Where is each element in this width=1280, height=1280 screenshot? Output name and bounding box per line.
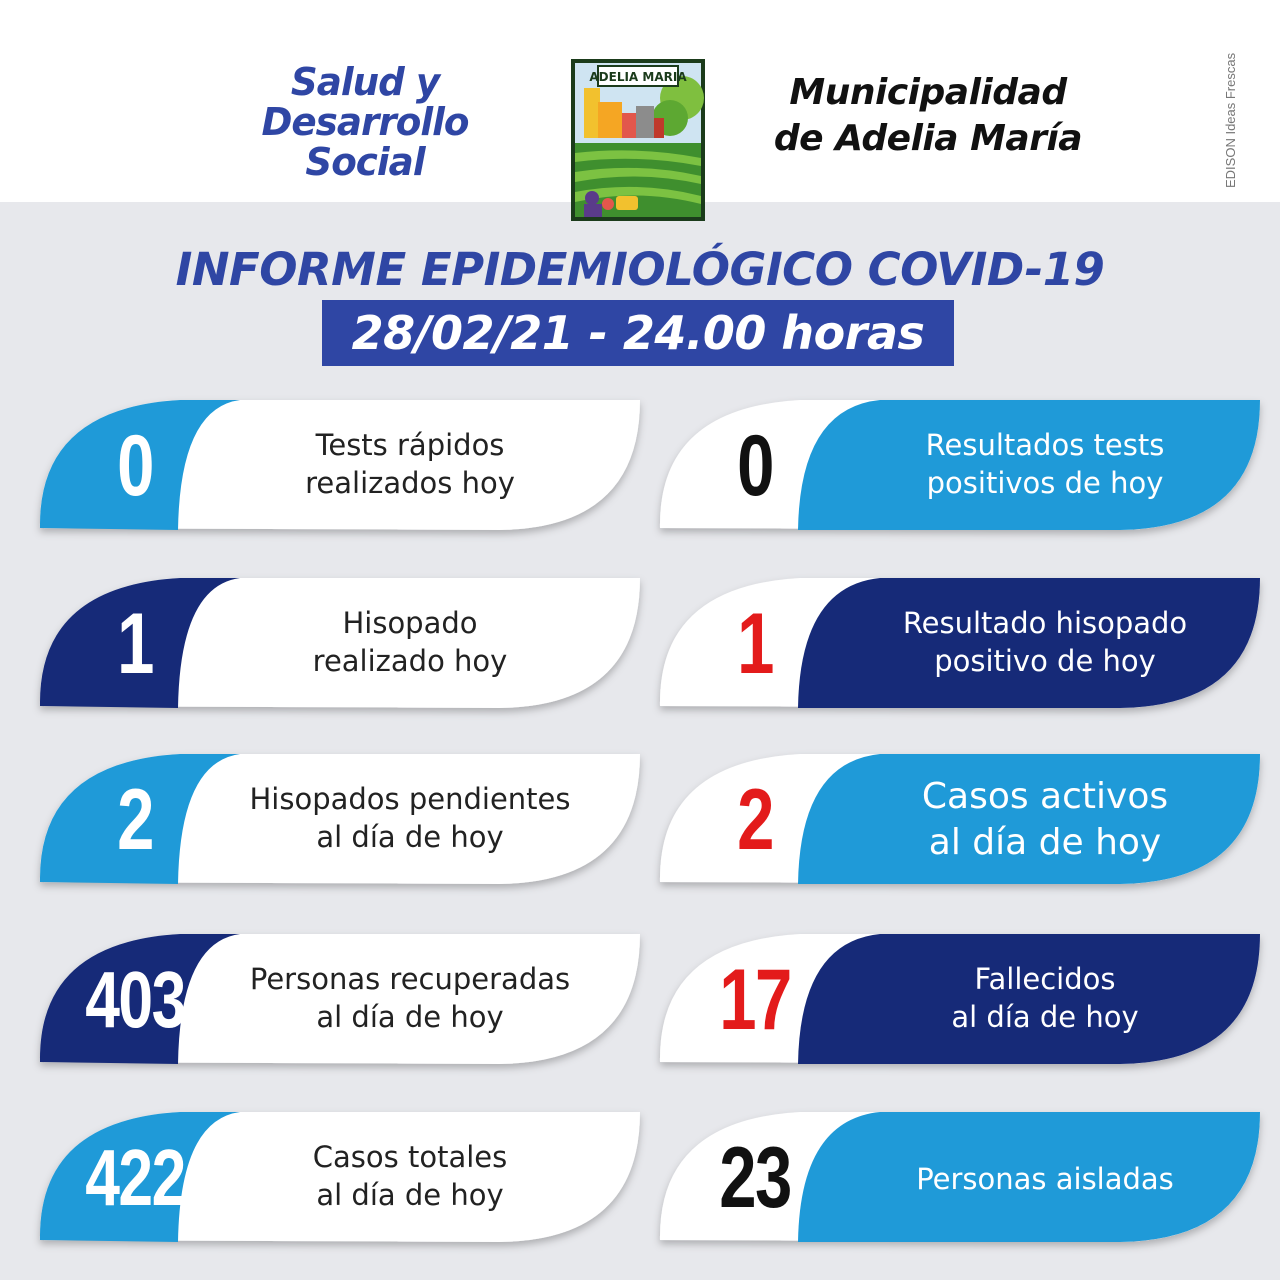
card-hisopado bbox=[40, 576, 640, 716]
municipal-crest-logo bbox=[570, 58, 706, 222]
department-title-line-3: Social bbox=[305, 140, 425, 184]
hisopado-label-line-1: Hisopado bbox=[342, 606, 478, 640]
tests-rapidos-value: 0 bbox=[117, 418, 153, 514]
activos-label bbox=[835, 774, 1255, 866]
totales-label-line-2: al día de hoy bbox=[316, 1178, 504, 1212]
fallecidos-label-line-1: Fallecidos bbox=[974, 962, 1116, 996]
tests-positivos-label bbox=[835, 426, 1255, 502]
activos-label-line-2: al día de hoy bbox=[928, 822, 1162, 863]
report-date-banner bbox=[322, 300, 954, 366]
tests-positivos-label-line-1: Resultados tests bbox=[925, 428, 1165, 462]
card-fallecidos bbox=[660, 932, 1260, 1072]
crest-banner-text: ADELIA MARIA bbox=[589, 70, 687, 84]
hisopado-label-line-2: realizado hoy bbox=[312, 644, 508, 678]
hisopado-label bbox=[200, 604, 620, 680]
municipality-title-line-1: Municipalidad bbox=[789, 72, 1067, 113]
municipality-title bbox=[748, 70, 1108, 162]
aisladas-label-line-1: Personas aisladas bbox=[916, 1162, 1174, 1196]
recuperadas-value: 403 bbox=[85, 955, 185, 1044]
pendientes-value: 2 bbox=[117, 772, 153, 868]
department-title bbox=[240, 62, 490, 182]
tests-positivos-label-line-2: positivos de hoy bbox=[926, 466, 1164, 500]
pendientes-label-line-1: Hisopados pendientes bbox=[249, 782, 571, 816]
report-date: 28/02/21 - 24.00 horas bbox=[351, 306, 925, 360]
hisopado-positivo-label-line-2: positivo de hoy bbox=[934, 644, 1156, 678]
aisladas-value: 23 bbox=[719, 1130, 791, 1226]
hisopado-value: 1 bbox=[117, 596, 153, 692]
municipality-title-line-2: de Adelia María bbox=[773, 118, 1083, 159]
card-totales bbox=[40, 1110, 640, 1250]
tests-rapidos-label bbox=[200, 426, 620, 502]
recuperadas-label-line-2: al día de hoy bbox=[316, 1000, 504, 1034]
recuperadas-label-line-1: Personas recuperadas bbox=[249, 962, 571, 996]
department-title-line-1: Salud y bbox=[290, 60, 440, 104]
activos-value: 2 bbox=[737, 772, 773, 868]
tests-positivos-value: 0 bbox=[737, 418, 773, 514]
fallecidos-label-line-2: al día de hoy bbox=[951, 1000, 1139, 1034]
card-recuperadas bbox=[40, 932, 640, 1072]
totales-label bbox=[200, 1138, 620, 1214]
tests-rapidos-label-line-1: Tests rápidos bbox=[315, 428, 505, 462]
card-tests-positivos bbox=[660, 398, 1260, 538]
header bbox=[0, 0, 1280, 202]
activos-label-line-1: Casos activos bbox=[921, 776, 1169, 817]
card-aisladas bbox=[660, 1110, 1260, 1250]
tests-rapidos-label-line-2: realizados hoy bbox=[305, 466, 515, 500]
pendientes-label-line-2: al día de hoy bbox=[316, 820, 504, 854]
card-pendientes bbox=[40, 752, 640, 892]
card-hisopado-positivo bbox=[660, 576, 1260, 716]
card-tests-rapidos bbox=[40, 398, 640, 538]
card-activos bbox=[660, 752, 1260, 892]
fallecidos-value: 17 bbox=[719, 952, 791, 1048]
department-title-line-2: Desarrollo bbox=[261, 100, 469, 144]
hisopado-positivo-label-line-1: Resultado hisopado bbox=[902, 606, 1188, 640]
totales-label-line-1: Casos totales bbox=[312, 1140, 508, 1174]
totales-value: 422 bbox=[85, 1133, 185, 1222]
aisladas-label bbox=[835, 1160, 1255, 1198]
report-title: INFORME EPIDEMIOLÓGICO COVID-19 bbox=[175, 243, 1105, 296]
designer-credit: EDISON Ideas Frescas bbox=[1223, 52, 1238, 188]
hisopado-positivo-value: 1 bbox=[737, 596, 773, 692]
recuperadas-label bbox=[200, 960, 620, 1036]
hisopado-positivo-label bbox=[835, 604, 1255, 680]
fallecidos-label bbox=[835, 960, 1255, 1036]
pendientes-label bbox=[200, 780, 620, 856]
